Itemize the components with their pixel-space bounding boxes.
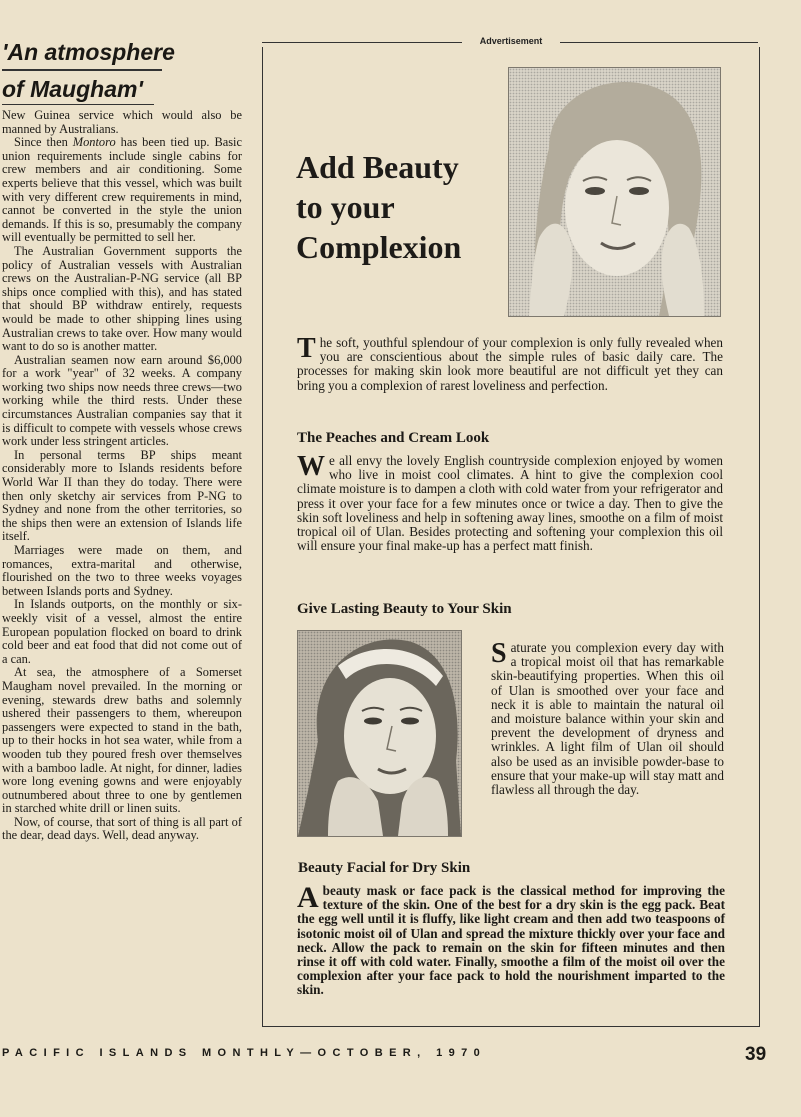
dropcap: A: [297, 881, 319, 914]
paragraph-text: has been tied up. Basic union requirements include single cabins for crew members and air conditioning. Some experts believe that this vessel, which was built with very different crew requirements in mind, cannot be converted in the style the union demands. If this is so, presumably the company will eventually be permitted to sell her.: [2, 135, 242, 245]
paragraph-text: At sea, the atmosphere of a Somerset Maugham novel prevailed. In the morning or evening, stewards drew baths and solemnly ushered their passengers to them, whereupon passengers were expected to stand in the bath, up to their hocks in hot sea water, while from a wooden tub they poured fresh over themselves with a bamboo ladle. At night, for dinner, ladies wore long evening gowns and were enjoyably outnumbered about three to one by gentlemen in starched white drill or linen suits.: [2, 665, 242, 816]
dropcap: T: [297, 333, 316, 364]
article-headline-line1: 'An atmosphere: [2, 39, 175, 65]
ad-section-heading: Beauty Facial for Dry Skin: [298, 860, 471, 876]
ad-section3-paragraph: [297, 881, 725, 998]
ship-name: Montoro: [72, 135, 116, 150]
article-paragraph: [2, 598, 242, 666]
ad-section2-text: aturate you complexion every day with a tropical moist oil that has remarkable skin-beautifying properties. When this oil of Ulan is smoothed over your face and neck it is able to maintain the natural oil and moisture balance within your skin and prevent the development of dryness and wrinkles. A light film of Ulan oil should also be used as an invisible powder-base to ensure that your make-up will stay matt and flawless all through the day.: [491, 640, 724, 798]
ad-title-line3: Complexion: [296, 229, 462, 265]
article-headline-line2: of Maugham': [2, 75, 143, 102]
page-number: 39: [745, 1044, 767, 1065]
ad-section1-paragraph: [297, 451, 723, 554]
ad-intro-paragraph: [297, 333, 723, 393]
ad-section2-paragraph: [491, 638, 724, 798]
headline-rule: [2, 104, 154, 106]
article-paragraph: [2, 449, 242, 544]
paragraph-text: Australian seamen now earn around $6,000 for a work "year" of 32 weeks. A company working two ships now needs three crews—two working while the third rests. Under these circumstances Australian companies say that it is difficult to compete with vessels whose crews work under less stringent articles.: [2, 352, 242, 449]
ad-section3-text: beauty mask or face pack is the classical method for improving the texture of the skin. One of the best for a dry skin is the egg pack. Beat the egg well until it is fluffy, like light cream and then add two teaspoons of isotonic moist oil of Ulan and spread the mixture thickly over your face and neck. Allow the pack to remain on the skin for fifteen minutes and then rinse it off with cold water. Finally, smoothe a film of the moist oil over the complexion after your face pack to hold the nourishment imparted to the skin.: [297, 883, 725, 998]
divider: [262, 42, 462, 43]
woman-portrait-photo: [508, 67, 721, 317]
ad-section-heading: The Peaches and Cream Look: [297, 430, 490, 446]
paragraph-text: In Islands outports, on the monthly or six-weekly visit of a vessel, almost the entire European population flocked on board to drink cold beer and eat food that did not come out of a can.: [2, 597, 242, 666]
headline-rule: [2, 69, 162, 71]
advertisement-label: Advertisement: [479, 36, 543, 46]
article-paragraph: [2, 666, 242, 816]
paragraph-text: Since then: [14, 135, 73, 150]
article-paragraph: [2, 136, 242, 245]
woman-portrait-illustration: [509, 68, 720, 316]
page-footer-masthead: PACIFIC ISLANDS MONTHLY—OCTOBER, 1970: [2, 1047, 487, 1059]
ad-section-heading: Give Lasting Beauty to Your Skin: [297, 601, 512, 617]
paragraph-text: New Guinea service which would also be manned by Australians.: [2, 108, 242, 136]
article-body: [2, 109, 242, 843]
woman-headband-illustration: [298, 631, 461, 836]
ad-title-line1: Add Beauty: [296, 149, 459, 185]
ad-title-line2: to your: [296, 189, 395, 225]
article-paragraph: [2, 109, 242, 136]
paragraph-text: Now, of course, that sort of thing is all part of the dear, dead days. Well, dead anyway.: [2, 814, 242, 843]
paragraph-text: Marriages were made on them, and romances, extra-marital and otherwise, flourished on the two to three weeks voyages between Islands ports and Sydney.: [2, 543, 242, 598]
ad-title: [296, 147, 496, 267]
article-paragraph: [2, 245, 242, 354]
ad-section1-text: e all envy the lovely English countryside complexion enjoyed by women who live in moist cool climates. A hint to give the complexion cool climate moisture is to dampen a cloth with cold water from your refrigerator and press it over your face for a few minutes once or twice a day. Then to give the skin soft loveliness and help in softening away lines, smoothe on a film of moist tropical oil of Ulan. Besides protecting and softening your complexion this oil will ensure your final make-up has a perfect matt finish.: [297, 453, 723, 554]
paragraph-text: In personal terms BP ships meant considerably more to Islands residents before World War II than they do today. There were then only sketchy air services from P-NG to Sydney and none from the other territories, so the ships then were an extension of Islands life itself.: [2, 447, 242, 544]
article-paragraph: [2, 816, 242, 843]
article-paragraph: [2, 354, 242, 449]
dropcap: S: [491, 638, 507, 669]
paragraph-text: The Australian Government supports the policy of Australian vessels with Australian crews on the Australian-P-NG service (all BP ships once complied with this), and has stated that should BP withdraw entirely, requests would be made to other shipping lines using Australian crews to take over. How many would want to do so is another matter.: [2, 243, 242, 354]
woman-headband-photo: [297, 630, 462, 837]
article-paragraph: [2, 544, 242, 598]
ad-intro-text: he soft, youthful splendour of your complexion is only fully revealed when you are conscientious about the simple rules of basic daily care. The processes for making skin look more beautiful are not difficult yet they can bring you a complexion of rarest loveliness and perfection.: [297, 335, 723, 393]
left-article: [2, 38, 242, 843]
divider: [560, 42, 758, 43]
dropcap: W: [297, 451, 325, 482]
